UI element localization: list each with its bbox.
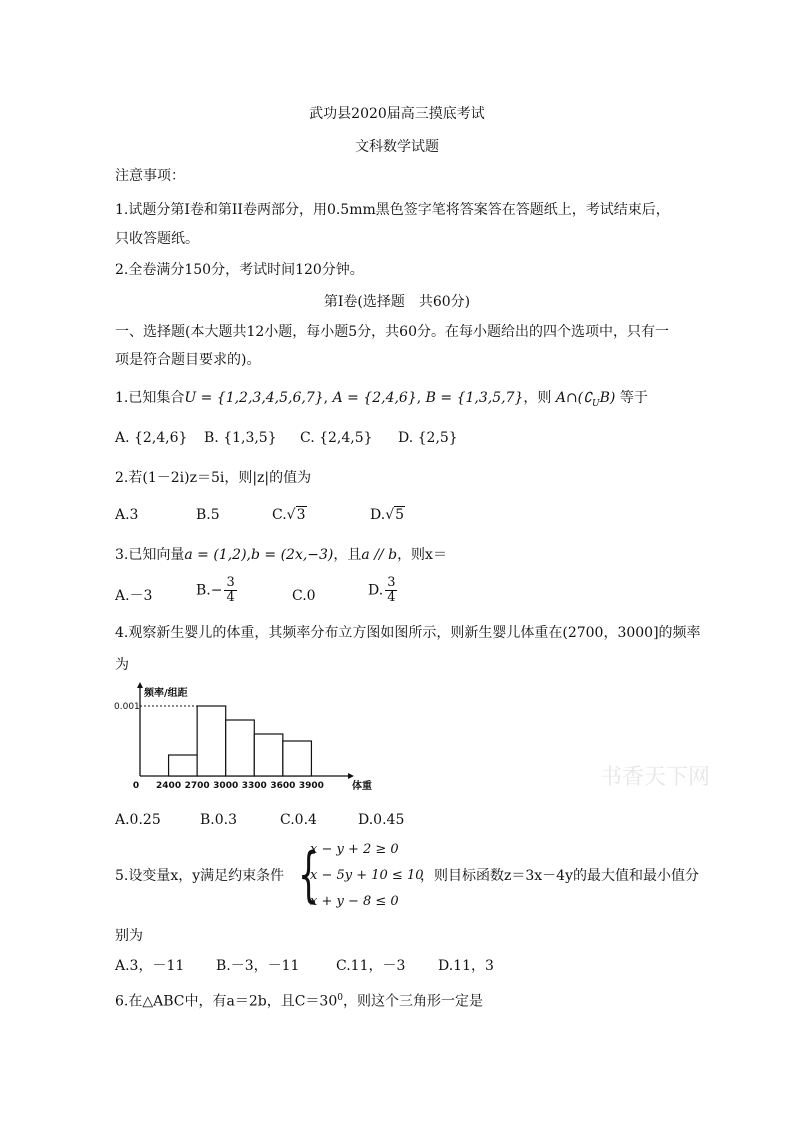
x-tick-label-1: 2700 bbox=[184, 781, 210, 791]
q1-expr: A∩(∁ bbox=[555, 390, 593, 406]
q3-option-b-label: B.− bbox=[196, 582, 223, 599]
section-intro-b: 项是符合题目要求的)。 bbox=[115, 352, 261, 368]
constraint-2: x − 5y + 10 ≤ 10 bbox=[310, 868, 424, 883]
q4-option-c: C.0.4 bbox=[280, 812, 317, 828]
q3-prefix: 3.已知向量 bbox=[115, 547, 185, 563]
q1-expr-end: B) bbox=[599, 390, 616, 406]
q3-vec-a: a = (1,2), bbox=[184, 547, 251, 563]
q3-parallel: a // b bbox=[361, 547, 398, 563]
x-tick-label-4: 3600 bbox=[270, 781, 296, 791]
q1-expr-sub: U bbox=[592, 398, 600, 409]
sqrt-symbol: √3 bbox=[286, 507, 306, 523]
y-axis-label: 频率/组距 bbox=[144, 688, 188, 699]
question-1-stem: 1.已知集合U = {1,2,3,4,5,6,7}, A = {2,4,6}, B = {1,3,5,7}，则 $A\cap(∁_UB)$ 等于 bbox=[115, 390, 648, 409]
q4-option-b: B.0.3 bbox=[200, 812, 238, 828]
q1-suffix: 等于 bbox=[619, 390, 648, 406]
q2-option-d-label: D. bbox=[370, 507, 386, 523]
x-tick-label-3: 3300 bbox=[241, 781, 267, 791]
x-tick-label-2: 3000 bbox=[213, 781, 239, 791]
note-item-2: 2.全卷满分150分，考试时间120分钟。 bbox=[115, 262, 364, 278]
q5-option-b: B.－3，－11 bbox=[216, 958, 300, 974]
note-item-1a: 1.试题分第I卷和第II卷两部分，用0.5mm黑色签字笔将答案答在答题纸上，考试结束后， bbox=[115, 202, 670, 218]
x-axis-arrow bbox=[348, 773, 354, 779]
y-tick-label: 0.001 bbox=[114, 702, 140, 712]
constraint-1: x − y + 2 ≥ 0 bbox=[310, 842, 399, 857]
origin-label: 0 bbox=[132, 781, 140, 791]
x-axis-label: 体重 bbox=[352, 781, 372, 792]
q5-option-a: A.3，－11 bbox=[115, 958, 185, 974]
question-6-stem bbox=[115, 988, 483, 1012]
question-4-stem-b: 为 bbox=[115, 657, 129, 673]
q6-suffix: ，则这个三角形一定是 bbox=[342, 993, 483, 1010]
q3-option-d-label: D. bbox=[368, 582, 384, 599]
note-item-1b: 只收答题纸。 bbox=[115, 231, 199, 247]
section-title: 第I卷(选择题 共60分) bbox=[323, 294, 471, 310]
q6-prefix: 6.在△ABC中，有a＝2b，且C＝30 bbox=[115, 993, 338, 1010]
y-axis-arrow bbox=[137, 682, 143, 688]
histogram-bar-0 bbox=[169, 755, 198, 776]
q2-option-d-radicand: 5 bbox=[395, 507, 405, 523]
exam-title: 武功县2020届高三摸底考试 bbox=[309, 106, 485, 122]
q3-d-denominator: 4 bbox=[387, 590, 396, 605]
q2-option-c-label: C. bbox=[272, 507, 287, 523]
q1-mid: ，则 bbox=[523, 390, 552, 406]
q3-option-d bbox=[368, 576, 399, 605]
q3-vec-b: b = (2x,−3) bbox=[250, 547, 334, 563]
q3-suffix: ，则x＝ bbox=[397, 547, 447, 563]
q1-option-b: B. {1,3,5} bbox=[204, 430, 277, 446]
q1-set-u: U = {1,2,3,4,5,6,7} bbox=[184, 390, 324, 406]
x-tick-label-0: 2400 bbox=[156, 781, 182, 791]
watermark: 书香天下网 bbox=[600, 765, 711, 790]
q3-option-a: A.－3 bbox=[115, 588, 153, 604]
histogram-bar-4 bbox=[283, 741, 312, 776]
q3-option-b bbox=[196, 576, 239, 605]
q2-option-b: B.5 bbox=[196, 507, 220, 523]
frequency-histogram bbox=[112, 686, 372, 796]
question-5-stem-b: 别为 bbox=[115, 928, 143, 944]
fraction bbox=[385, 576, 397, 605]
brace-symbol: { bbox=[298, 840, 320, 910]
q5-option-d: D.11，3 bbox=[438, 958, 494, 974]
section-intro-a: 一、选择题(本大题共12小题，每小题5分，共60分。在每小题给出的四个选项中，只有一 bbox=[115, 324, 669, 340]
q4-option-d: D.0.45 bbox=[358, 812, 405, 828]
q1-set-b: B = {1,3,5,7} bbox=[425, 390, 524, 406]
question-4-stem-a: 4.观察新生婴儿的体重，其频率分布立方图如图所示，则新生婴儿体重在(2700，3000]的频率 bbox=[115, 625, 701, 641]
q2-option-a: A.3 bbox=[115, 507, 139, 523]
q2-option-c bbox=[272, 505, 307, 525]
question-5-suffix: ，则目标函数z＝3x－4y的最大值和最小值分 bbox=[420, 868, 699, 884]
q2-option-c-radicand: 3 bbox=[296, 507, 306, 523]
q3-d-numerator: 3 bbox=[387, 575, 396, 590]
q3-b-denominator: 4 bbox=[226, 590, 235, 605]
q1-set-a: A = {2,4,6} bbox=[332, 390, 417, 406]
x-tick-label-5: 3900 bbox=[298, 781, 324, 791]
constraint-system bbox=[298, 838, 424, 912]
fraction bbox=[224, 576, 236, 605]
notes-heading: 注意事项： bbox=[115, 168, 185, 184]
q1-option-d: D. {2,5} bbox=[398, 430, 458, 446]
q6-degree-sup: 0 bbox=[337, 993, 343, 1003]
q1-option-a: A. {2,4,6} bbox=[115, 430, 188, 446]
exam-subtitle: 文科数学试题 bbox=[355, 139, 439, 155]
q5-option-c: C.11，－3 bbox=[336, 958, 406, 974]
q1-prefix: 1.已知集合 bbox=[115, 390, 185, 406]
q1-option-c: C. {2,4,5} bbox=[300, 430, 373, 446]
histogram-bar-1 bbox=[197, 706, 226, 776]
question-2-stem: 2.若(1－2i)z＝5i，则|z|的值为 bbox=[115, 470, 312, 486]
q3-b-numerator: 3 bbox=[226, 575, 235, 590]
q3-option-c: C.0 bbox=[292, 588, 316, 604]
constraint-3: x + y − 8 ≤ 0 bbox=[310, 894, 399, 909]
q2-option-d bbox=[370, 505, 405, 525]
histogram-bar-3 bbox=[254, 734, 283, 776]
q3-mid: ，且 bbox=[333, 547, 362, 563]
sqrt-symbol: √5 bbox=[385, 507, 405, 523]
q4-option-a: A.0.25 bbox=[115, 812, 161, 828]
question-3-stem bbox=[115, 545, 447, 565]
question-5-prefix: 5.设变量x，y满足约束条件 bbox=[115, 868, 285, 884]
histogram-bar-2 bbox=[226, 720, 255, 776]
